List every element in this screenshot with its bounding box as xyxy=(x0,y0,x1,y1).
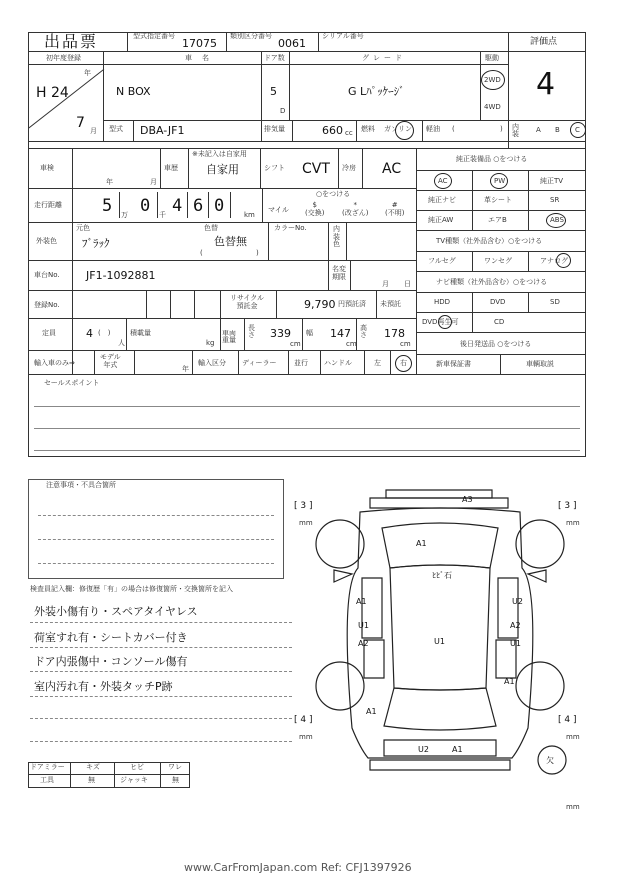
option-ac-circle xyxy=(434,173,452,189)
navi-dvd[interactable]: DVD xyxy=(490,298,506,306)
option-pw-circle xyxy=(490,173,508,189)
history-label: 車歴 xyxy=(164,164,178,172)
shift-label: シフト xyxy=(264,164,285,172)
unknown-label[interactable]: # (不明) xyxy=(385,201,405,218)
grade-score-label: 評価点 xyxy=(530,37,558,47)
mark-a1-left-quarter: A1 xyxy=(366,707,377,716)
fuel-paren: ( xyxy=(452,125,455,133)
navi-sd[interactable]: SD xyxy=(550,298,560,306)
interior-grade-a[interactable]: A xyxy=(536,126,541,134)
mark-chip-windshield: ﾋﾋﾞ石 xyxy=(432,571,452,580)
person-unit: 人 xyxy=(118,339,125,347)
tread-rear-left-mm: mm xyxy=(299,733,313,741)
tv-title: TV種類（社外品含む）○をつける xyxy=(436,237,543,245)
interior-label: 内装 xyxy=(512,123,519,138)
interior-grade-c[interactable]: C xyxy=(575,126,580,134)
note-line-4: 室内汚れ有・外装タッチP跡 xyxy=(34,680,173,693)
mark-a3-front-bumper: A3 xyxy=(462,495,473,504)
mileage-sen: 千 xyxy=(159,211,166,219)
capacity-paren: ( ) xyxy=(98,329,111,337)
tv-oneseg[interactable]: ワンセグ xyxy=(484,257,512,265)
mileage-label: 走行距離 xyxy=(34,201,62,209)
first-reg-year: H 24 xyxy=(36,85,69,101)
type-value: DBA-JF1 xyxy=(140,124,185,137)
tv-analog-circle xyxy=(556,253,571,268)
name-change-label: 名変 期限 xyxy=(332,265,346,282)
first-reg-month-unit: 月 xyxy=(90,127,97,135)
drive-4wd[interactable]: 4WD xyxy=(484,103,501,111)
navi-cd[interactable]: CD xyxy=(494,318,505,326)
load-label: 積載量 xyxy=(130,329,151,337)
fuel-paren-close: ) xyxy=(500,125,503,133)
mark-a1-rear: A1 xyxy=(452,745,463,754)
class-no-label: 類別区分番号 xyxy=(230,32,272,40)
car-diagram xyxy=(290,478,590,808)
displacement: 660 xyxy=(322,124,343,137)
model-no: 17075 xyxy=(182,37,217,50)
cooling: AC xyxy=(382,161,402,177)
option-airbag[interactable]: エアB xyxy=(488,216,507,224)
mark-u1-left-door: U1 xyxy=(358,621,369,630)
mileage-digit-3: 4 xyxy=(172,196,183,216)
drive-label: 駆動 xyxy=(485,54,499,62)
recycle-unpaid[interactable]: 未預託 xyxy=(380,300,401,308)
mark-a2-left-door: A2 xyxy=(358,639,369,648)
navi-hdd[interactable]: HDD xyxy=(434,298,451,306)
color-paren-close: ) xyxy=(256,249,259,257)
swap-label[interactable]: $ (交換) xyxy=(305,201,325,218)
width-label: 幅 xyxy=(306,329,313,337)
mark-u2-right-fender: U2 xyxy=(512,597,523,606)
option-abs[interactable]: ABS xyxy=(550,216,564,224)
length: 339 xyxy=(270,327,291,340)
chassis-label: 車台No. xyxy=(34,271,60,279)
doors-label: ドア数 xyxy=(264,54,285,62)
tools-tool-label: 工具 xyxy=(40,776,54,784)
option-aw[interactable]: 純正AW xyxy=(428,216,454,224)
tread-rear-right: [ 4 ] xyxy=(558,715,577,725)
model-no-label: 型式指定番号 xyxy=(133,32,175,40)
drive-2wd[interactable]: 2WD xyxy=(484,76,501,84)
cc-unit: cc xyxy=(345,129,353,137)
first-reg-year-unit: 年 xyxy=(84,69,91,77)
option-abs-circle xyxy=(546,213,566,228)
mark-a1-left-fender: A1 xyxy=(356,597,367,606)
mileage-digit-5: 0 xyxy=(214,196,225,216)
mark-u1-right-door: U1 xyxy=(510,639,521,648)
handle-right-circle xyxy=(395,355,412,372)
car-name: N BOX xyxy=(116,85,151,98)
cooling-label: 冷房 xyxy=(342,164,356,172)
model-year-label: モデル 年式 xyxy=(100,353,121,370)
interior-color-label: 内装色 xyxy=(333,225,340,249)
door-type: D xyxy=(280,107,286,115)
navi-dvd-circle xyxy=(438,315,452,329)
option-tv[interactable]: 純正TV xyxy=(540,177,564,185)
tread-front-left: [ 3 ] xyxy=(294,501,313,511)
mark-a1-right-quarter: A1 xyxy=(504,677,515,686)
mileage-digit-4: 6 xyxy=(193,196,204,216)
fuel-value[interactable]: ガソリン xyxy=(384,125,412,133)
inspection-month-unit: 月 xyxy=(150,178,157,186)
tools-jack-value: 無 xyxy=(172,776,179,784)
tread-front-right: [ 3 ] xyxy=(558,501,577,511)
footer-ref: www.CarFromJapan.com Ref: CFJ1397926 xyxy=(184,861,412,874)
recycle-label: リサイクル 預託金 xyxy=(230,294,265,311)
navi-title: ナビ種類（社外品含む）○をつける xyxy=(436,278,548,286)
name-change-day: 日 xyxy=(404,280,411,288)
recycle-amount: 9,790 xyxy=(304,298,336,311)
option-ac[interactable]: AC xyxy=(438,177,448,185)
handle-right[interactable]: 右 xyxy=(400,359,407,367)
model-year-unit: 年 xyxy=(182,365,189,373)
light-oil-label: 軽油 xyxy=(426,125,440,133)
spare-mm: mm xyxy=(566,803,580,811)
later-title: 後日発送品 ○をつける xyxy=(460,340,532,348)
car-name-label: 車名 xyxy=(185,54,219,62)
type-label: 型式 xyxy=(109,125,123,133)
note-line-1: 外装小傷有り・スペアタイヤレス xyxy=(34,605,198,618)
tools-h1: ドアミラー xyxy=(30,763,65,771)
color: ﾌﾞﾗｯｸ xyxy=(82,237,110,250)
note-line-3: ドア内張傷中・コンソール傷有 xyxy=(34,655,188,668)
mileage-circle-hint: ○をつける xyxy=(316,190,351,198)
mile-label[interactable]: マイル xyxy=(268,206,289,214)
note-line-2: 荷室すれ有・シートカバー付き xyxy=(34,631,188,644)
width-cm: cm xyxy=(346,340,357,348)
capacity: 4 xyxy=(86,327,93,340)
tv-fullseg[interactable]: フルセグ xyxy=(428,257,456,265)
option-leather[interactable]: 革シート xyxy=(484,196,512,204)
mileage-km: km xyxy=(244,211,255,219)
height: 178 xyxy=(384,327,405,340)
name-change-month: 月 xyxy=(382,280,389,288)
orig-color-label: 元色 xyxy=(76,224,90,232)
tools-jack-label: ジャッキ xyxy=(120,776,148,784)
doors: 5 xyxy=(270,85,277,98)
import-label: 輸入車のみ⇒ xyxy=(34,359,75,367)
grade-label: グレード xyxy=(362,54,406,62)
parallel[interactable]: 並行 xyxy=(294,359,308,367)
mark-u1-roof: U1 xyxy=(434,637,445,646)
interior-grade-circle xyxy=(570,122,586,138)
mileage-man: 万 xyxy=(121,211,128,219)
color-change: 色替無 xyxy=(214,235,247,248)
tamper-label[interactable]: * (改ざん) xyxy=(342,201,369,218)
first-reg-month: 7 xyxy=(76,115,85,131)
drive-2wd-circle xyxy=(481,70,505,90)
load-kg: kg xyxy=(206,339,215,347)
tools-h4: ワレ xyxy=(168,763,182,771)
equip-title: 純正装備品 ○をつける xyxy=(456,155,528,163)
dealer[interactable]: ディーラー xyxy=(242,359,277,367)
serial-label: シリアル番号 xyxy=(322,32,364,40)
interior-grade-b[interactable]: B xyxy=(555,126,560,134)
option-sr[interactable]: SR xyxy=(550,196,560,204)
mark-a2-right-door: A2 xyxy=(510,621,521,630)
class-no: 0061 xyxy=(278,37,306,50)
length-label: 長さ xyxy=(248,324,255,339)
mileage-digit-1: 5 xyxy=(102,196,113,216)
tread-front-right-mm: mm xyxy=(566,519,580,527)
reg-label: 登録No. xyxy=(34,301,60,309)
grade: G Lﾊﾟｯｹｰｼﾞ xyxy=(348,85,405,98)
displacement-label: 排気量 xyxy=(264,125,285,133)
handle-label: ハンドル xyxy=(324,359,352,367)
tools-tool-value: 無 xyxy=(88,776,95,784)
sales-point-label: セールスポイント xyxy=(44,379,100,387)
notes-title: 注意事項・不具合箇所 xyxy=(46,481,116,489)
shift: CVT xyxy=(302,161,330,177)
mark-a1-hood: A1 xyxy=(416,539,427,548)
height-label: 高さ xyxy=(360,324,367,339)
navi-dvd-playable[interactable]: DVD再生可 xyxy=(422,318,459,326)
color-change-label: 色替 xyxy=(204,224,218,232)
page-title: 出品票 xyxy=(44,32,99,51)
first-reg-label: 初年度登録 xyxy=(46,54,81,62)
tools-h3: ヒビ xyxy=(130,763,144,771)
tread-front-left-mm: mm xyxy=(299,519,313,527)
grade-score: 4 xyxy=(536,67,556,102)
import-class-label: 輸入区分 xyxy=(198,359,226,367)
inspection-year-unit: 年 xyxy=(106,178,113,186)
color-label: 外装色 xyxy=(36,237,57,245)
later-manual[interactable]: 車輌取説 xyxy=(526,360,554,368)
fuel-circle xyxy=(395,121,414,140)
tread-rear-right-mm: mm xyxy=(566,733,580,741)
color-code-label: カラーNo. xyxy=(274,224,307,232)
capacity-label: 定員 xyxy=(42,329,56,337)
recycle-paid[interactable]: 円預託済 xyxy=(338,300,366,308)
later-warranty[interactable]: 新車保証書 xyxy=(436,360,471,368)
height-cm: cm xyxy=(400,340,411,348)
chassis: JF1-1092881 xyxy=(86,269,156,282)
notes-box xyxy=(28,479,284,579)
tread-rear-left: [ 4 ] xyxy=(294,715,313,725)
inspector-note: 検査員記入欄：修復歴「有」の場合は修復箇所・交換箇所を記入 xyxy=(30,585,233,593)
option-pw[interactable]: PW xyxy=(494,177,506,185)
history-note: ※未記入は自家用 xyxy=(192,150,247,158)
color-paren-open: ( xyxy=(200,249,203,257)
handle-left[interactable]: 左 xyxy=(374,359,381,367)
inspection-label: 車検 xyxy=(40,164,54,172)
weight-label: 車両重量 xyxy=(222,330,236,344)
tools-h2: キズ xyxy=(86,763,100,771)
width: 147 xyxy=(330,327,351,340)
spare-tire-label: 欠 xyxy=(546,756,554,765)
length-cm: cm xyxy=(290,340,301,348)
tv-analog[interactable]: アナログ xyxy=(540,257,568,265)
mark-u2-rear: U2 xyxy=(418,745,429,754)
mileage-digit-2: 0 xyxy=(140,196,151,216)
option-navi[interactable]: 純正ナビ xyxy=(428,196,456,204)
fuel-label: 燃料 xyxy=(361,125,375,133)
history: 自家用 xyxy=(206,163,239,176)
